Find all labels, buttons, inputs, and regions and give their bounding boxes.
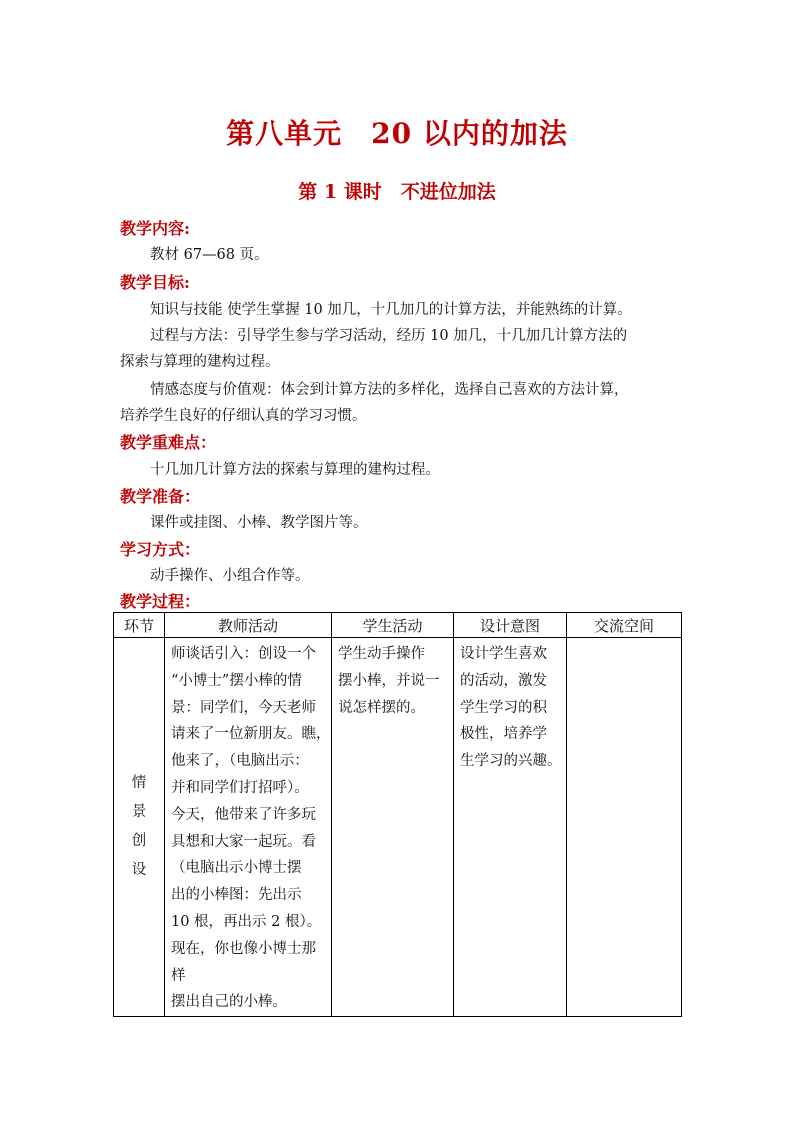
goals-line: 探索与算理的建构过程。 [120,354,280,370]
lesson-subtitle: 第 1 课时 不进位加法 [298,181,496,203]
design-intent-cell [454,638,567,1017]
header-exchange-space: 交流空间 [567,613,682,638]
preparation-line: 课件或挂图、小棒、教学图片等。 [150,515,368,531]
header-teacher-activity: 教师活动 [165,613,332,638]
student-activity-cell [332,638,454,1017]
teacher-line: 他来了，（电脑出示： [171,753,309,770]
intent-line: 极性，培养学 [460,726,547,743]
intent-line: 的活动，激发 [460,672,547,689]
teacher-line: 并和同学们打招呼）。 [171,779,309,796]
teacher-line: 出的小棒图：先出示 [171,887,302,904]
section-heading-goals: 教学目标: [120,273,190,292]
header-stage: 环节 [114,613,165,638]
page-title: 第八单元 20 以内的加法 [226,117,568,150]
teacher-line: （电脑出示小博士摆 [171,860,302,877]
header-design-intent: 设计意图 [454,613,567,638]
stage-char: 情 [131,775,147,792]
stage-char: 景 [131,804,147,821]
goals-line: 情感态度与价值观：体会到计算方法的多样化，选择自己喜欢的方法计算， [150,382,629,398]
method-line: 动手操作、小组合作等。 [150,568,310,584]
teacher-line: “小博士”摆小棒的情 [171,672,302,689]
table-header-row [114,613,682,638]
intent-line: 学生学习的积 [460,699,547,716]
section-heading-process: 教学过程： [120,592,201,611]
intent-line: 生学习的兴趣。 [460,753,562,770]
table-row [114,638,682,1017]
stage-cell [114,638,165,1017]
teacher-line: 摆出自己的小棒。 [171,994,287,1011]
stage-char: 创 [131,833,147,850]
goals-line: 培养学生良好的仔细认真的学习习惯。 [120,408,367,424]
intent-line: 设计学生喜欢 [460,646,547,662]
goals-line: 知识与技能 使学生掌握 10 加几，十几加几的计算方法，并能熟练的计算。 [150,302,632,318]
header-student-activity: 学生活动 [332,613,454,638]
content-line: 教材 67—68 页。 [150,247,269,263]
student-line: 学生动手操作 [338,646,425,662]
teacher-line: 今天，他带来了许多玩 [171,806,316,823]
teacher-activity-cell [165,638,332,1017]
exchange-space-cell [567,638,682,1017]
teacher-line: 样 [171,967,186,984]
stage-char: 设 [131,862,147,879]
teacher-line: 景：同学们，今天老师 [171,699,316,716]
section-heading-key-points: 教学重难点： [120,433,217,452]
key-points-line: 十几加几计算方法的探索与算理的建构过程。 [150,462,440,478]
process-table [113,612,682,1017]
section-heading-preparation: 教学准备： [120,487,201,506]
teacher-line: 师谈话引入：创设一个 [171,646,316,662]
teacher-line: 10 根，再出示 2 根）。 [171,913,322,930]
teacher-line: 具想和大家一起玩。看 [171,833,316,850]
teacher-line: 请来了一位新朋友。瞧， [171,726,331,743]
student-line: 说怎样摆的。 [338,699,425,716]
goals-line: 过程与方法：引导学生参与学习活动，经历 10 加几，十几加几计算方法的 [150,328,628,344]
student-line: 摆小棒，并说一 [338,672,440,689]
teacher-line: 现在，你也像小博士那 [171,940,316,957]
section-heading-method: 学习方式： [120,540,201,559]
section-heading-content: 教学内容: [120,219,190,238]
